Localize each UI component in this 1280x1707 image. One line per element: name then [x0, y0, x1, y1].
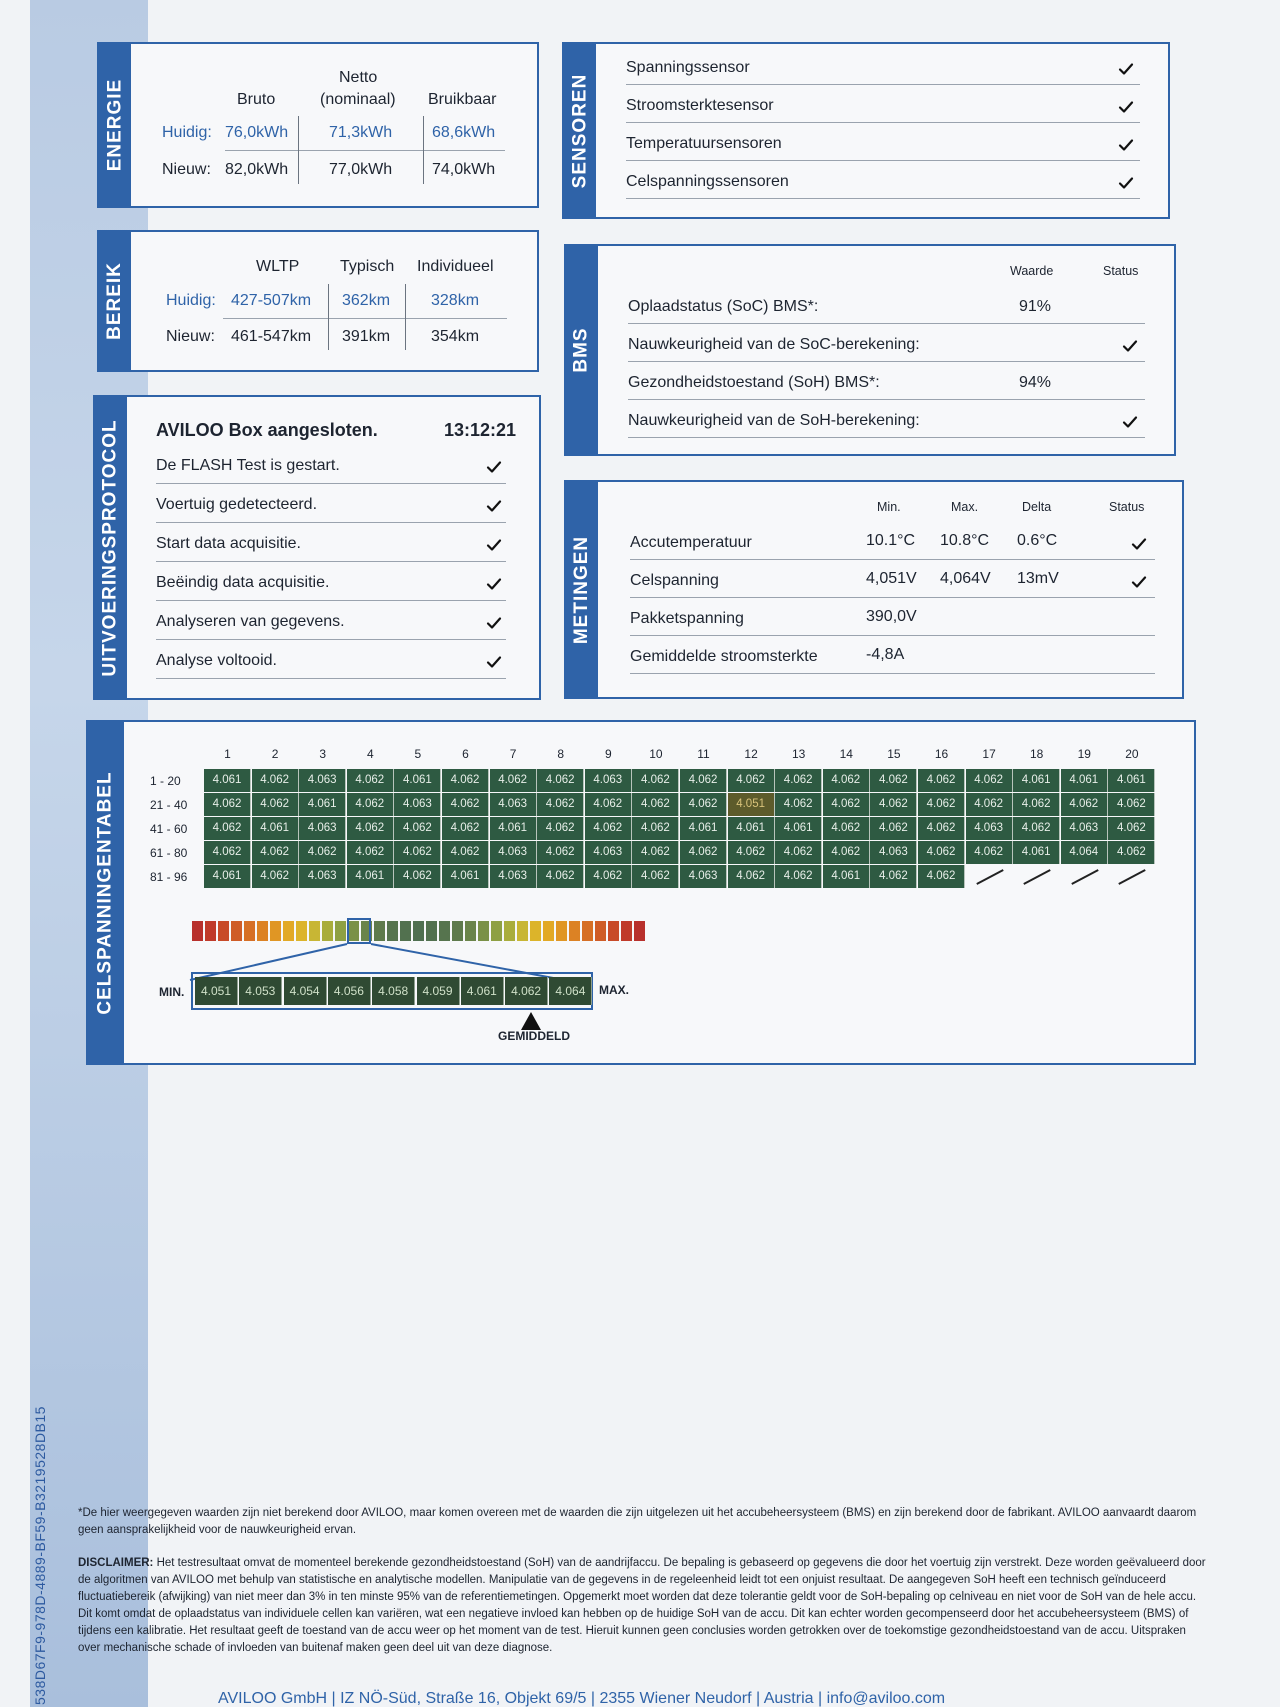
column-header: 7 [509, 747, 517, 761]
measurement-label: Pakketspanning [630, 610, 744, 627]
measurement-label: Gemiddelde stroomsterkte [630, 648, 818, 665]
cell-value: 4.062 [252, 865, 299, 888]
cell-value: 4.062 [1108, 793, 1155, 816]
sensors-panel-header: SENSOREN [564, 44, 596, 217]
cell-value: 4.061 [680, 817, 727, 840]
check-icon [486, 498, 502, 514]
document-id: 538D67F9-978D-4889-BF59-B3219528DB15 [32, 1406, 48, 1705]
check-icon [1122, 414, 1138, 430]
divider [328, 284, 329, 350]
cell-value: 4.062 [632, 841, 679, 864]
cell-value: 4.061 [252, 817, 299, 840]
empty-cell-slash [1023, 869, 1050, 885]
cell-value: 4.062 [585, 817, 632, 840]
col-min: Min. [877, 500, 901, 514]
column-header: 19 [1077, 747, 1091, 761]
bms-row-value: 91% [1019, 298, 1052, 315]
measurement-delta: 13mV [1017, 570, 1059, 587]
energy-panel [97, 42, 539, 208]
range-huidig-typisch: 362km [342, 292, 391, 309]
column-header: 2 [271, 747, 279, 761]
scale-swatch [400, 921, 411, 941]
cell-value: 4.062 [918, 817, 965, 840]
scale-swatch [192, 921, 203, 941]
cell-value: 4.062 [823, 817, 870, 840]
energy-huidig-netto: 71,3kWh [329, 124, 393, 141]
check-icon [1131, 536, 1147, 552]
scale-zoom-marker [347, 918, 371, 944]
divider [156, 483, 506, 484]
divider [626, 198, 1140, 199]
check-icon [486, 654, 502, 670]
row-header: 61 - 80 [150, 846, 188, 860]
cell-value: 4.062 [204, 793, 251, 816]
empty-cell-slash [1119, 869, 1146, 885]
scale-swatch [621, 921, 632, 941]
row-header: 1 - 20 [150, 774, 181, 788]
scale-swatch [283, 921, 294, 941]
scale-swatch [244, 921, 255, 941]
cell-value: 4.061 [204, 865, 251, 888]
divider [628, 399, 1145, 400]
color-scale-bar [192, 921, 647, 941]
divider [298, 116, 299, 184]
cell-value: 4.062 [252, 793, 299, 816]
divider [626, 84, 1140, 85]
cell-value: 4.062 [728, 769, 775, 792]
column-header: 12 [744, 747, 758, 761]
measurements-panel [564, 480, 1184, 699]
empty-cell-slash [976, 869, 1003, 885]
cell-value: 4.061 [728, 817, 775, 840]
check-icon [1118, 175, 1134, 191]
cell-value: 4.062 [252, 769, 299, 792]
cell-value: 4.061 [1013, 769, 1060, 792]
cell-value: 4.062 [537, 793, 584, 816]
cell-value: 4.062 [394, 817, 441, 840]
cell-value: 4.062 [918, 841, 965, 864]
check-icon [486, 537, 502, 553]
divider [156, 522, 506, 523]
cell-value: 4.062 [728, 865, 775, 888]
cell-value: 4.063 [870, 841, 917, 864]
cell-value: 4.062 [680, 841, 727, 864]
bms-row-label: Nauwkeurigheid van de SoC-berekening: [628, 336, 920, 353]
cell-value: 4.062 [252, 841, 299, 864]
sensor-item: Stroomsterktesensor [626, 97, 774, 114]
divider [156, 561, 506, 562]
divider [630, 559, 1155, 560]
scale-swatch [309, 921, 320, 941]
cell-value: 4.063 [585, 769, 632, 792]
scale-swatch [504, 921, 515, 941]
divider [225, 150, 505, 151]
scale-swatch [426, 921, 437, 941]
column-header: 16 [934, 747, 949, 761]
divider [156, 678, 506, 679]
scale-swatch [439, 921, 450, 941]
cell-value: 4.062 [347, 769, 394, 792]
row-header: 21 - 40 [150, 798, 188, 812]
cell-value: 4.063 [490, 793, 537, 816]
sensor-item: Celspanningssensoren [626, 173, 789, 190]
cell-value: 4.062 [680, 769, 727, 792]
scale-value: 4.062 [505, 977, 548, 1005]
cell-value: 4.062 [347, 793, 394, 816]
col-typisch: Typisch [340, 258, 395, 275]
divider [626, 160, 1140, 161]
cell-value: 4.061 [204, 769, 251, 792]
range-huidig-wltp: 427-507km [231, 292, 312, 309]
cell-value: 4.063 [299, 817, 346, 840]
scale-swatch [543, 921, 554, 941]
protocol-step: De FLASH Test is gestart. [156, 457, 340, 474]
row-nieuw-label: Nieuw: [166, 328, 215, 345]
column-header: 11 [697, 747, 710, 761]
column-header: 1 [224, 747, 231, 761]
cell-value: 4.063 [299, 769, 346, 792]
scale-swatch [205, 921, 216, 941]
range-nieuw-typisch: 391km [342, 328, 391, 345]
divider [628, 437, 1145, 438]
check-icon [1131, 574, 1147, 590]
cell-value: 4.061 [1061, 769, 1108, 792]
measurement-min: 4,051V [866, 570, 917, 587]
scale-swatch [569, 921, 580, 941]
scale-value: 4.059 [417, 977, 460, 1005]
scale-swatch [218, 921, 229, 941]
column-header: 8 [557, 747, 565, 761]
column-header: 15 [887, 747, 901, 761]
cell-value: 4.062 [442, 817, 489, 840]
protocol-time: 13:12:21 [444, 420, 517, 440]
cell-value: 4.062 [299, 841, 346, 864]
scale-value: 4.064 [549, 977, 592, 1005]
measurements-panel-header: METINGEN [566, 482, 598, 697]
scale-swatch [530, 921, 541, 941]
cell-value: 4.062 [870, 793, 917, 816]
cell-value: 4.061 [1013, 841, 1060, 864]
scale-swatch [322, 921, 333, 941]
measurement-max: 10.8°C [940, 532, 990, 549]
col-netto: Netto [339, 69, 378, 86]
scale-value: 4.054 [284, 977, 327, 1005]
scale-value: 4.058 [372, 977, 415, 1005]
protocol-panel [93, 395, 541, 700]
cell-value: 4.062 [585, 865, 632, 888]
cell-value: 4.064 [1061, 841, 1108, 864]
cell-value: 4.063 [490, 841, 537, 864]
row-huidig-label: Huidig: [166, 292, 216, 309]
cell-value: 4.062 [966, 793, 1013, 816]
check-icon [486, 615, 502, 631]
protocol-step: Analyse voltooid. [156, 652, 277, 669]
cell-value: 4.062 [347, 841, 394, 864]
scale-value: 4.056 [328, 977, 371, 1005]
protocol-step: Start data acquisitie. [156, 535, 301, 552]
cell-value: 4.063 [299, 865, 346, 888]
cell-value: 4.062 [394, 865, 441, 888]
cell-value: 4.062 [632, 865, 679, 888]
measurement-delta: 0.6°C [1017, 532, 1058, 549]
scale-value: 4.053 [239, 977, 282, 1005]
scale-swatch [465, 921, 476, 941]
scale-swatch [296, 921, 307, 941]
cell-value: 4.062 [537, 865, 584, 888]
column-header: 14 [839, 747, 853, 761]
cell-value: 4.062 [918, 865, 965, 888]
divider [630, 635, 1155, 636]
cell-value: 4.062 [775, 769, 822, 792]
cell-value: 4.062 [823, 841, 870, 864]
scale-avg-label: GEMIDDELD [498, 1029, 570, 1043]
cell-value: 4.061 [347, 865, 394, 888]
scale-swatch [634, 921, 645, 941]
cell-value: 4.062 [1108, 841, 1155, 864]
disclaimer-text: Het testresultaat omvat de momenteel berekende gezondheidstoestand (SoH) van de aandrijfaccu. De bepaling is gebaseerd op gegevens die door het voertuig zijn verstrekt. Deze worden geëvalueerd door de algoritmen van AVILOO met behulp van statistische en analytische modellen. Manipulatie van de gegevens in de regeleenheid leidt tot een onjuist resultaat. De aangegeven SoH heeft een technisch geïnduceerd fluctuatiebereik (afwijking) van niet meer dan 3% in ten minste 95% van de referentiemetingen. Opgemerkt moet worden dat deze tolerantie geldt voor de SoH-bepaling op celniveau en niet voor de SoH van de hele accu. Dit komt omdat de oplaadstatus van individuele cellen kan variëren, wat een negatieve invloed kan hebben op de huidige SoH van de accu. Dit kan echter worden gecompenseerd door het accubeheersysteem (BMS) of tijdens een kalibratie. Het resultaat geeft de toestand van de accu weer op het moment van de test. Hieruit kunnen geen conclusies worden getrokken over de toekomstige gezondheidstoestand van de accu. Uitspraken over mechanische schade of invloeden van buitenaf maken geen deel uit van deze diagnose. [78, 1557, 1206, 1654]
cell-value: 4.062 [775, 841, 822, 864]
cell-value: 4.063 [394, 793, 441, 816]
scale-swatch [413, 921, 424, 941]
cell-value: 4.062 [490, 769, 537, 792]
cell-value: 4.062 [870, 865, 917, 888]
cell-value: 4.062 [1108, 817, 1155, 840]
column-header: 3 [319, 747, 327, 761]
energy-huidig-bruikbaar: 68,6kWh [432, 124, 496, 141]
row-header: 81 - 96 [150, 870, 188, 884]
check-icon [1118, 61, 1134, 77]
cell-value: 4.051 [728, 793, 775, 816]
cell-value: 4.061 [1108, 769, 1155, 792]
check-icon [486, 459, 502, 475]
cell-value: 4.061 [442, 865, 489, 888]
cell-value: 4.062 [442, 769, 489, 792]
range-nieuw-individueel: 354km [431, 328, 480, 345]
col-netto-sub: (nominaal) [320, 91, 396, 108]
cell-value: 4.063 [585, 841, 632, 864]
range-huidig-individueel: 328km [431, 292, 480, 309]
scale-min-label: MIN. [159, 985, 185, 999]
check-icon [1118, 137, 1134, 153]
measurement-label: Celspanning [630, 572, 719, 589]
cell-value: 4.062 [632, 793, 679, 816]
divider [630, 673, 1155, 674]
column-header: 5 [414, 747, 422, 761]
scale-swatch [491, 921, 502, 941]
scale-swatch [556, 921, 567, 941]
cell-value: 4.062 [775, 793, 822, 816]
protocol-step: Beëindig data acquisitie. [156, 574, 330, 591]
measurement-max: 4,064V [940, 570, 991, 587]
scale-swatch [257, 921, 268, 941]
energy-huidig-bruto: 76,0kWh [225, 124, 289, 141]
measurement-label: Accutemperatuur [630, 534, 752, 551]
col-status: Status [1109, 500, 1145, 514]
scale-swatch [608, 921, 619, 941]
divider [423, 116, 424, 184]
company-footer: AVILOO GmbH | IZ NÖ-Süd, Straße 16, Objekt 69/5 | 2355 Wiener Neudorf | Austria | info@aviloo.com [218, 1690, 946, 1707]
cell-value: 4.062 [442, 841, 489, 864]
measurement-min: 390,0V [866, 608, 917, 625]
measurement-min: -4,8A [866, 646, 905, 663]
scale-max-label: MAX. [599, 983, 629, 997]
divider [405, 284, 406, 350]
cell-value: 4.062 [537, 769, 584, 792]
scale-value: 4.061 [461, 977, 504, 1005]
bms-panel [564, 244, 1176, 456]
col-delta: Delta [1022, 500, 1052, 514]
protocol-step: Analyseren van gegevens. [156, 613, 345, 630]
column-header: 9 [604, 747, 612, 761]
cell-value: 4.062 [394, 841, 441, 864]
cell-value: 4.061 [775, 817, 822, 840]
scale-swatch [270, 921, 281, 941]
divider [223, 318, 507, 319]
bms-row-label: Gezondheidstoestand (SoH) BMS*: [628, 374, 880, 391]
col-individueel: Individueel [417, 258, 494, 275]
cell-value: 4.062 [347, 817, 394, 840]
col-status: Status [1103, 264, 1139, 278]
divider [626, 122, 1140, 123]
cell-value: 4.062 [823, 793, 870, 816]
cell-value: 4.062 [204, 841, 251, 864]
cell-value: 4.062 [823, 769, 870, 792]
divider [156, 639, 506, 640]
bms-row-value: 94% [1019, 374, 1052, 391]
sensor-item: Spanningssensor [626, 59, 750, 76]
col-wltp: WLTP [256, 258, 300, 275]
cell-voltage-panel [86, 720, 1196, 1065]
protocol-panel-header: UITVOERINGSPROTOCOL [95, 397, 127, 698]
cell-value: 4.062 [918, 769, 965, 792]
energy-nieuw-bruikbaar: 74,0kWh [432, 161, 496, 178]
cell-value: 4.062 [632, 817, 679, 840]
cell-value: 4.061 [823, 865, 870, 888]
range-nieuw-wltp: 461-547km [231, 328, 312, 345]
disclaimer-label: DISCLAIMER: [78, 1557, 154, 1569]
scale-swatch [595, 921, 606, 941]
column-header: 4 [366, 747, 374, 761]
protocol-step: Voertuig gedetecteerd. [156, 496, 318, 513]
scale-swatch [452, 921, 463, 941]
cell-value: 4.061 [394, 769, 441, 792]
cell-value: 4.062 [870, 769, 917, 792]
col-bruikbaar: Bruikbaar [428, 91, 497, 108]
cell-value: 4.062 [1013, 817, 1060, 840]
column-header: 20 [1125, 747, 1139, 761]
cell-value: 4.061 [490, 817, 537, 840]
scale-swatch [387, 921, 398, 941]
cell-value: 4.063 [680, 865, 727, 888]
col-waarde: Waarde [1010, 264, 1054, 278]
row-huidig-label: Huidig: [162, 124, 212, 141]
bms-row-label: Nauwkeurigheid van de SoH-berekening: [628, 412, 920, 429]
check-icon [1118, 99, 1134, 115]
row-nieuw-label: Nieuw: [162, 161, 211, 178]
cell-value: 4.061 [299, 793, 346, 816]
cell-value: 4.062 [966, 769, 1013, 792]
bms-footnote: *De hier weergegeven waarden zijn niet berekend door AVILOO, maar komen overeen met de waarden die zijn uitgelezen uit het accubeheersysteem (BMS) en zijn berekend door de fabrikant. AVILOO aanvaardt daarom geen aansprakelijkheid voor de nauwkeurigheid ervan. [78, 1507, 1197, 1536]
cell-value: 4.062 [966, 841, 1013, 864]
triangle-up-icon [520, 1011, 542, 1031]
row-header: 41 - 60 [150, 822, 188, 836]
check-icon [486, 576, 502, 592]
column-header: 6 [462, 747, 469, 761]
column-header: 17 [982, 747, 996, 761]
disclaimer [78, 1555, 1210, 1657]
cell-value: 4.062 [1013, 793, 1060, 816]
empty-cell-slash [1071, 869, 1098, 885]
range-panel [97, 230, 539, 372]
energy-nieuw-bruto: 82,0kWh [225, 161, 289, 178]
sensors-panel [562, 42, 1170, 219]
cell-value: 4.063 [966, 817, 1013, 840]
check-icon [1122, 338, 1138, 354]
scale-swatch [231, 921, 242, 941]
column-header: 13 [792, 747, 806, 761]
cell-value: 4.062 [204, 817, 251, 840]
cell-voltage-panel-header: CELSPANNINGENTABEL [88, 722, 124, 1063]
range-panel-header: BEREIK [99, 232, 131, 370]
measurement-min: 10.1°C [866, 532, 916, 549]
scale-swatch [374, 921, 385, 941]
col-bruto: Bruto [237, 91, 276, 108]
sensor-item: Temperatuursensoren [626, 135, 782, 152]
scale-swatch [517, 921, 528, 941]
scale-value: 4.051 [195, 977, 238, 1005]
cell-value: 4.063 [490, 865, 537, 888]
cell-value: 4.062 [442, 793, 489, 816]
cell-value: 4.062 [680, 793, 727, 816]
cell-value: 4.062 [537, 817, 584, 840]
cell-value: 4.062 [870, 817, 917, 840]
divider [628, 323, 1145, 324]
column-header: 18 [1030, 747, 1044, 761]
cell-value: 4.062 [918, 793, 965, 816]
cell-value: 4.062 [585, 793, 632, 816]
divider [630, 597, 1155, 598]
scale-swatch [335, 921, 346, 941]
scale-swatch [478, 921, 489, 941]
divider [628, 361, 1145, 362]
cell-value: 4.062 [632, 769, 679, 792]
cell-value: 4.063 [1061, 817, 1108, 840]
protocol-header: AVILOO Box aangesloten. [156, 420, 378, 440]
cell-value: 4.062 [537, 841, 584, 864]
divider [156, 600, 506, 601]
bms-row-label: Oplaadstatus (SoC) BMS*: [628, 298, 819, 315]
column-header: 10 [649, 747, 663, 761]
scale-swatch [582, 921, 593, 941]
energy-panel-header: ENERGIE [99, 44, 131, 206]
energy-nieuw-netto: 77,0kWh [329, 161, 393, 178]
cell-value: 4.062 [775, 865, 822, 888]
cell-value: 4.062 [1061, 793, 1108, 816]
bms-panel-header: BMS [566, 246, 598, 454]
cell-value: 4.062 [728, 841, 775, 864]
col-max: Max. [951, 500, 979, 514]
